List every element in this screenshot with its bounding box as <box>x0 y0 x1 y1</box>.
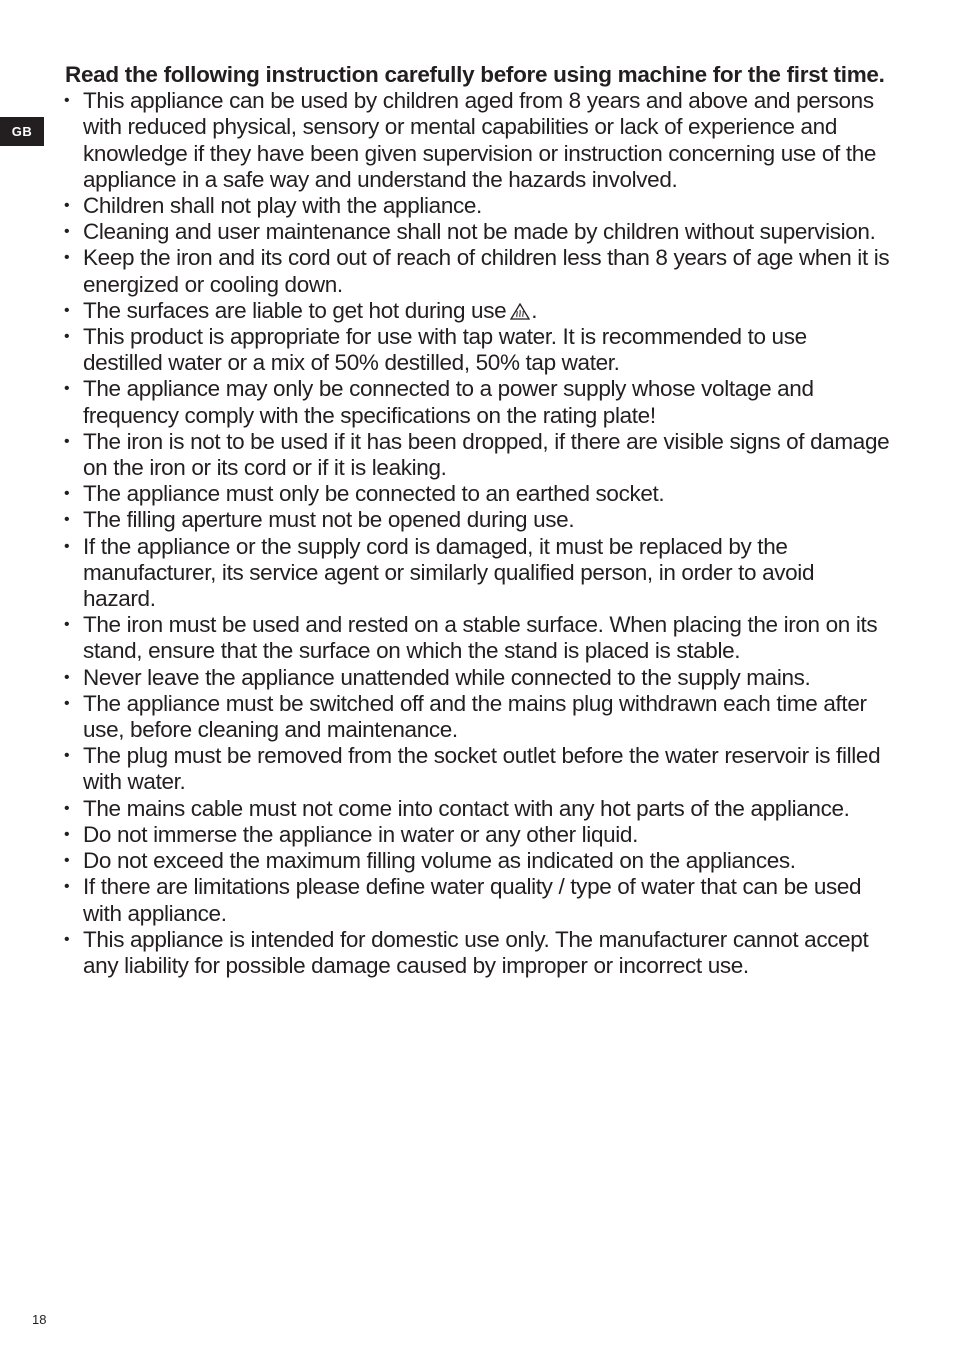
bullet-icon: • <box>64 249 70 267</box>
list-item-text: The filling aperture must not be opened during use. <box>83 507 575 533</box>
list-item-text: This appliance is intended for domestic use only. The manufacturer cannot accept any liability for possible damage caused by improper or incorrect use. <box>83 926 869 978</box>
bullet-icon: • <box>64 197 70 215</box>
bullet-icon: • <box>64 616 70 634</box>
bullet-icon: • <box>64 328 70 346</box>
list-item <box>65 219 890 245</box>
sentence-end-period: . <box>531 297 538 323</box>
list-item-text: This appliance can be used by children aged from 8 years and above and persons with reduced physical, sensory or mental capabilities or lack of experience and knowledge if they have been given supervision or instruction concerning use of the appliance in a safe way and understand the hazards involved. <box>83 88 877 192</box>
bullet-icon: • <box>64 301 70 319</box>
list-item-text: The mains cable must not come into contact with any hot parts of the appliance. <box>83 795 850 821</box>
list-item <box>65 874 890 926</box>
list-item <box>65 612 890 664</box>
language-tab: GB <box>0 117 44 146</box>
list-item-text: The iron must be used and rested on a stable surface. When placing the iron on its stand, ensure that the surface on which the stand is placed is stable. <box>83 612 878 664</box>
list-item <box>65 88 890 193</box>
list-item-text: The appliance must be switched off and the mains plug withdrawn each time after use, before cleaning and maintenance. <box>83 690 867 743</box>
bullet-icon: • <box>64 380 70 398</box>
bullet-icon: • <box>64 747 70 765</box>
instructions-section <box>65 62 890 979</box>
list-item <box>65 743 890 795</box>
list-item-text: The iron is not to be used if it has been dropped, if there are visible signs of damage on the iron or its cord or if it is leaking. <box>83 428 890 481</box>
bullet-icon: • <box>64 825 70 843</box>
page-number: 18 <box>32 1312 47 1327</box>
list-item <box>65 481 890 507</box>
list-item <box>65 245 890 297</box>
list-item <box>65 534 890 613</box>
page-heading: Read the following instruction carefully before using machine for the first time. <box>65 62 885 87</box>
list-item <box>65 848 890 874</box>
list-item-text: Keep the iron and its cord out of reach of children less than 8 years of age when it is energized or cooling down. <box>83 245 890 297</box>
bullet-icon: • <box>64 223 70 241</box>
bullet-icon: • <box>64 694 70 712</box>
list-item <box>65 298 890 324</box>
list-item-text: Children shall not play with the appliance. <box>83 193 482 219</box>
list-item-text: The surfaces are liable to get hot during use <box>83 297 507 323</box>
bullet-icon: • <box>64 878 70 896</box>
hot-surface-warning-icon <box>510 303 530 320</box>
safety-instructions-list <box>65 88 890 979</box>
bullet-icon: • <box>64 799 70 817</box>
list-item <box>65 429 890 481</box>
list-item <box>65 665 890 691</box>
bullet-icon: • <box>64 511 70 529</box>
bullet-icon: • <box>64 92 70 110</box>
list-item-text: Do not exceed the maximum filling volume as indicated on the appliances. <box>83 848 796 874</box>
bullet-icon: • <box>64 668 70 686</box>
bullet-icon: • <box>64 432 70 450</box>
list-item-text: Do not immerse the appliance in water or any other liquid. <box>83 821 638 847</box>
list-item-text: The appliance may only be connected to a power supply whose voltage and frequency comply with the specifications on the rating plate! <box>83 376 814 428</box>
bullet-icon: • <box>64 930 70 948</box>
list-item <box>65 927 890 979</box>
list-item-text: This product is appropriate for use with tap water. It is recommended to use destilled water or a mix of 50% destilled, 50% tap water. <box>83 324 807 376</box>
list-item <box>65 507 890 533</box>
list-item-text: The plug must be removed from the socket outlet before the water reservoir is filled with water. <box>83 743 881 795</box>
list-item-text: Never leave the appliance unattended while connected to the supply mains. <box>83 664 811 690</box>
bullet-icon: • <box>64 485 70 503</box>
list-item <box>65 376 890 428</box>
list-item <box>65 193 890 219</box>
bullet-icon: • <box>64 537 70 555</box>
list-item-text: If there are limitations please define water quality / type of water that can be used with appliance. <box>83 874 862 926</box>
list-item <box>65 822 890 848</box>
list-item-text: The appliance must only be connected to an earthed socket. <box>83 481 665 507</box>
list-item-text: Cleaning and user maintenance shall not be made by children without supervision. <box>83 219 876 245</box>
list-item <box>65 796 890 822</box>
list-item-text: If the appliance or the supply cord is damaged, it must be replaced by the manufacturer, its service agent or similarly qualified person, in order to avoid hazard. <box>83 533 815 612</box>
list-item <box>65 324 890 376</box>
list-item <box>65 691 890 743</box>
bullet-icon: • <box>64 852 70 870</box>
